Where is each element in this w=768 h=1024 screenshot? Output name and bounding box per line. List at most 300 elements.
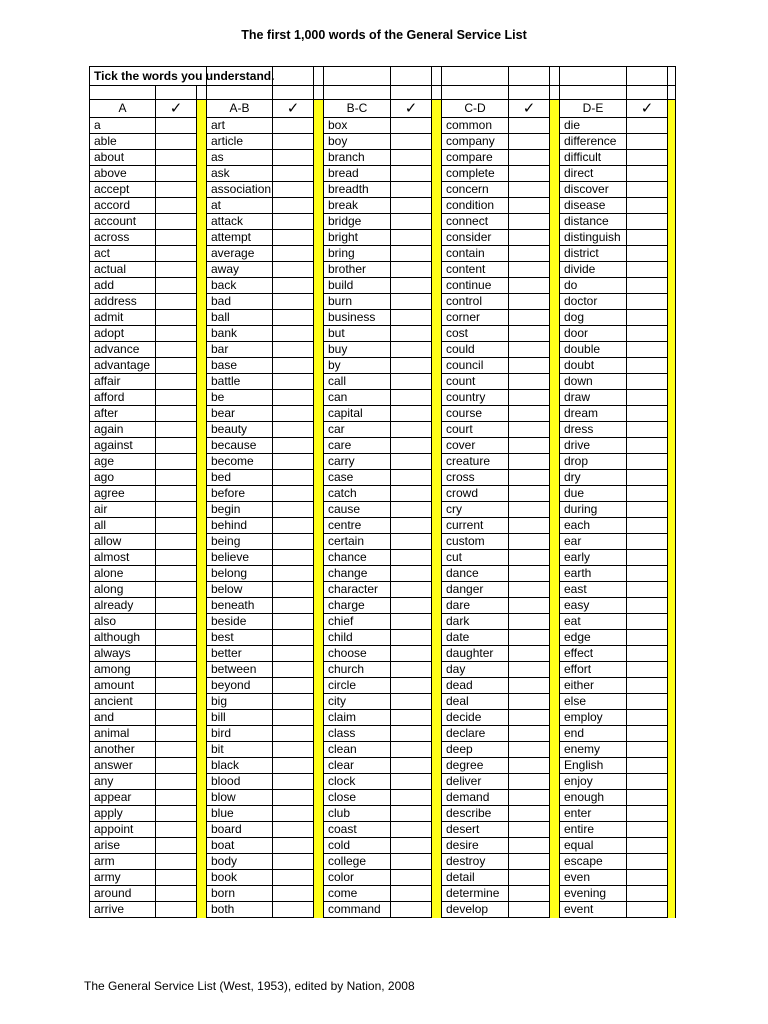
tick-box[interactable] xyxy=(627,502,668,518)
tick-box[interactable] xyxy=(509,806,550,822)
tick-box[interactable] xyxy=(627,886,668,902)
tick-box[interactable] xyxy=(627,406,668,422)
tick-box[interactable] xyxy=(391,630,432,646)
tick-box[interactable] xyxy=(273,214,314,230)
tick-box[interactable] xyxy=(627,486,668,502)
tick-box[interactable] xyxy=(391,550,432,566)
tick-box[interactable] xyxy=(273,182,314,198)
tick-box[interactable] xyxy=(156,902,197,918)
tick-box[interactable] xyxy=(156,470,197,486)
tick-box[interactable] xyxy=(156,326,197,342)
tick-box[interactable] xyxy=(156,886,197,902)
tick-box[interactable] xyxy=(273,678,314,694)
tick-box[interactable] xyxy=(509,902,550,918)
tick-box[interactable] xyxy=(273,310,314,326)
table-row xyxy=(90,150,676,166)
word-cell: dance xyxy=(442,566,509,582)
tick-box[interactable] xyxy=(627,806,668,822)
tick-box[interactable] xyxy=(391,166,432,182)
highlight-separator xyxy=(668,182,676,198)
table-row xyxy=(90,822,676,838)
highlight-separator xyxy=(550,822,560,838)
tick-box[interactable] xyxy=(156,566,197,582)
highlight-separator xyxy=(432,630,442,646)
tick-box[interactable] xyxy=(509,214,550,230)
highlight-separator xyxy=(432,246,442,262)
tick-box[interactable] xyxy=(391,886,432,902)
tick-box[interactable] xyxy=(391,262,432,278)
highlight-separator xyxy=(668,214,676,230)
tick-box[interactable] xyxy=(156,502,197,518)
tick-box[interactable] xyxy=(509,118,550,134)
tick-box[interactable] xyxy=(273,790,314,806)
highlight-separator xyxy=(432,342,442,358)
tick-box[interactable] xyxy=(509,134,550,150)
tick-box[interactable] xyxy=(273,534,314,550)
tick-box[interactable] xyxy=(273,278,314,294)
word-cell: destroy xyxy=(442,854,509,870)
tick-box[interactable] xyxy=(509,390,550,406)
tick-box[interactable] xyxy=(273,598,314,614)
tick-box[interactable] xyxy=(627,134,668,150)
tick-box[interactable] xyxy=(509,598,550,614)
tick-box[interactable] xyxy=(509,182,550,198)
tick-box[interactable] xyxy=(391,678,432,694)
tick-box[interactable] xyxy=(509,662,550,678)
tick-box[interactable] xyxy=(391,710,432,726)
tick-box[interactable] xyxy=(156,806,197,822)
tick-box[interactable] xyxy=(391,422,432,438)
tick-box[interactable] xyxy=(156,758,197,774)
highlight-separator xyxy=(668,326,676,342)
tick-box[interactable] xyxy=(627,902,668,918)
tick-box[interactable] xyxy=(627,246,668,262)
tick-box[interactable] xyxy=(627,598,668,614)
tick-box[interactable] xyxy=(156,262,197,278)
tick-box[interactable] xyxy=(627,678,668,694)
tick-box[interactable] xyxy=(627,214,668,230)
tick-box[interactable] xyxy=(156,198,197,214)
tick-box[interactable] xyxy=(509,422,550,438)
tick-box[interactable] xyxy=(156,486,197,502)
tick-box[interactable] xyxy=(509,582,550,598)
tick-box[interactable] xyxy=(273,486,314,502)
tick-box[interactable] xyxy=(627,438,668,454)
word-cell: close xyxy=(324,790,391,806)
tick-box[interactable] xyxy=(509,758,550,774)
tick-box[interactable] xyxy=(273,582,314,598)
tick-box[interactable] xyxy=(627,518,668,534)
word-cell: buy xyxy=(324,342,391,358)
tick-box[interactable] xyxy=(627,742,668,758)
word-cell: end xyxy=(560,726,627,742)
word-cell: admit xyxy=(90,310,156,326)
tick-box[interactable] xyxy=(273,806,314,822)
tick-box[interactable] xyxy=(156,790,197,806)
highlight-separator xyxy=(197,166,207,182)
tick-box[interactable] xyxy=(391,342,432,358)
tick-box[interactable] xyxy=(391,246,432,262)
tick-box[interactable] xyxy=(273,246,314,262)
tick-box[interactable] xyxy=(273,838,314,854)
tick-box[interactable] xyxy=(156,310,197,326)
tick-box[interactable] xyxy=(509,166,550,182)
tick-box[interactable] xyxy=(273,390,314,406)
tick-box[interactable] xyxy=(156,534,197,550)
tick-box[interactable] xyxy=(273,502,314,518)
tick-box[interactable] xyxy=(509,774,550,790)
tick-box[interactable] xyxy=(509,710,550,726)
word-cell: care xyxy=(324,438,391,454)
word-cell: do xyxy=(560,278,627,294)
tick-box[interactable] xyxy=(273,694,314,710)
tick-box[interactable] xyxy=(273,646,314,662)
tick-box[interactable] xyxy=(156,646,197,662)
tick-box[interactable] xyxy=(156,854,197,870)
empty-cell xyxy=(560,67,627,86)
tick-box[interactable] xyxy=(627,374,668,390)
tick-box[interactable] xyxy=(273,358,314,374)
tick-box[interactable] xyxy=(391,454,432,470)
tick-box[interactable] xyxy=(509,854,550,870)
tick-box[interactable] xyxy=(391,598,432,614)
tick-box[interactable] xyxy=(509,694,550,710)
tick-box[interactable] xyxy=(509,262,550,278)
tick-box[interactable] xyxy=(273,726,314,742)
word-cell: blue xyxy=(207,806,273,822)
tick-box[interactable] xyxy=(273,230,314,246)
tick-box[interactable] xyxy=(627,582,668,598)
tick-box[interactable] xyxy=(156,294,197,310)
tick-box[interactable] xyxy=(156,246,197,262)
tick-box[interactable] xyxy=(273,774,314,790)
tick-box[interactable] xyxy=(273,886,314,902)
word-cell: command xyxy=(324,902,391,918)
tick-box[interactable] xyxy=(509,742,550,758)
tick-box[interactable] xyxy=(273,870,314,886)
tick-box[interactable] xyxy=(391,214,432,230)
tick-box[interactable] xyxy=(509,838,550,854)
tick-box[interactable] xyxy=(509,246,550,262)
tick-box[interactable] xyxy=(391,566,432,582)
tick-box[interactable] xyxy=(627,454,668,470)
tick-box[interactable] xyxy=(156,838,197,854)
word-cell: deep xyxy=(442,742,509,758)
tick-box[interactable] xyxy=(509,310,550,326)
tick-box[interactable] xyxy=(627,646,668,662)
word-cell: college xyxy=(324,854,391,870)
tick-box[interactable] xyxy=(273,326,314,342)
tick-box[interactable] xyxy=(273,902,314,918)
highlight-separator xyxy=(197,422,207,438)
highlight-separator xyxy=(550,246,560,262)
empty-cell xyxy=(509,86,550,100)
tick-box[interactable] xyxy=(627,198,668,214)
tick-box[interactable] xyxy=(273,262,314,278)
tick-box[interactable] xyxy=(509,790,550,806)
tick-box[interactable] xyxy=(156,678,197,694)
tick-box[interactable] xyxy=(509,646,550,662)
tick-box[interactable] xyxy=(509,294,550,310)
tick-box[interactable] xyxy=(156,214,197,230)
tick-box[interactable] xyxy=(156,726,197,742)
tick-box[interactable] xyxy=(273,614,314,630)
tick-box[interactable] xyxy=(627,870,668,886)
tick-box[interactable] xyxy=(509,678,550,694)
tick-box[interactable] xyxy=(273,566,314,582)
word-cell: adopt xyxy=(90,326,156,342)
tick-box[interactable] xyxy=(627,630,668,646)
tick-box[interactable] xyxy=(273,822,314,838)
tick-box[interactable] xyxy=(627,614,668,630)
tick-box[interactable] xyxy=(391,310,432,326)
tick-box[interactable] xyxy=(627,150,668,166)
tick-box[interactable] xyxy=(156,374,197,390)
highlight-separator xyxy=(197,662,207,678)
word-cell: amount xyxy=(90,678,156,694)
word-cell: black xyxy=(207,758,273,774)
word-cell: arise xyxy=(90,838,156,854)
tick-box[interactable] xyxy=(156,582,197,598)
tick-box[interactable] xyxy=(156,630,197,646)
tick-box[interactable] xyxy=(391,198,432,214)
tick-box[interactable] xyxy=(391,534,432,550)
tick-box[interactable] xyxy=(627,262,668,278)
tick-box[interactable] xyxy=(391,646,432,662)
tick-box[interactable] xyxy=(627,838,668,854)
tick-box[interactable] xyxy=(509,870,550,886)
tick-box[interactable] xyxy=(391,614,432,630)
tick-box[interactable] xyxy=(627,358,668,374)
tick-box[interactable] xyxy=(509,470,550,486)
tick-box[interactable] xyxy=(273,758,314,774)
tick-box[interactable] xyxy=(627,534,668,550)
tick-box[interactable] xyxy=(509,358,550,374)
tick-box[interactable] xyxy=(391,726,432,742)
tick-box[interactable] xyxy=(627,310,668,326)
tick-box[interactable] xyxy=(627,550,668,566)
word-cell: each xyxy=(560,518,627,534)
tick-box[interactable] xyxy=(509,630,550,646)
tick-box[interactable] xyxy=(509,486,550,502)
tick-box[interactable] xyxy=(509,518,550,534)
tick-box[interactable] xyxy=(391,406,432,422)
tick-box[interactable] xyxy=(156,358,197,374)
tick-box[interactable] xyxy=(156,390,197,406)
tick-box[interactable] xyxy=(156,134,197,150)
tick-box[interactable] xyxy=(156,406,197,422)
tick-box[interactable] xyxy=(509,566,550,582)
instruction-row xyxy=(90,67,676,86)
tick-box[interactable] xyxy=(627,294,668,310)
tick-box[interactable] xyxy=(627,694,668,710)
tick-box[interactable] xyxy=(273,406,314,422)
tick-box[interactable] xyxy=(391,806,432,822)
tick-box[interactable] xyxy=(509,726,550,742)
tick-box[interactable] xyxy=(156,342,197,358)
tick-box[interactable] xyxy=(391,470,432,486)
tick-box[interactable] xyxy=(627,726,668,742)
tick-box[interactable] xyxy=(627,758,668,774)
tick-box[interactable] xyxy=(273,134,314,150)
tick-box[interactable] xyxy=(509,342,550,358)
tick-box[interactable] xyxy=(391,582,432,598)
tick-box[interactable] xyxy=(273,854,314,870)
tick-box[interactable] xyxy=(156,742,197,758)
tick-box[interactable] xyxy=(273,742,314,758)
word-cell: ago xyxy=(90,470,156,486)
tick-box[interactable] xyxy=(273,518,314,534)
word-cell: daughter xyxy=(442,646,509,662)
tick-box[interactable] xyxy=(156,870,197,886)
highlight-separator xyxy=(314,326,324,342)
tick-box[interactable] xyxy=(627,326,668,342)
tick-box[interactable] xyxy=(509,374,550,390)
table-row xyxy=(90,806,676,822)
tick-box[interactable] xyxy=(627,662,668,678)
tick-box[interactable] xyxy=(509,438,550,454)
tick-box[interactable] xyxy=(156,598,197,614)
tick-box[interactable] xyxy=(627,774,668,790)
tick-box[interactable] xyxy=(273,422,314,438)
tick-box[interactable] xyxy=(391,790,432,806)
tick-box[interactable] xyxy=(627,342,668,358)
tick-box[interactable] xyxy=(273,630,314,646)
highlight-separator xyxy=(314,598,324,614)
tick-box[interactable] xyxy=(156,118,197,134)
tick-box[interactable] xyxy=(156,422,197,438)
tick-box[interactable] xyxy=(391,294,432,310)
tick-box[interactable] xyxy=(391,486,432,502)
word-cell: account xyxy=(90,214,156,230)
tick-box[interactable] xyxy=(627,118,668,134)
tick-box[interactable] xyxy=(509,198,550,214)
tick-box[interactable] xyxy=(627,390,668,406)
tick-box[interactable] xyxy=(391,902,432,918)
tick-box[interactable] xyxy=(391,278,432,294)
tick-box[interactable] xyxy=(273,198,314,214)
tick-box[interactable] xyxy=(391,854,432,870)
tick-box[interactable] xyxy=(627,822,668,838)
tick-box[interactable] xyxy=(391,742,432,758)
tick-box[interactable] xyxy=(627,790,668,806)
tick-box[interactable] xyxy=(509,614,550,630)
highlight-separator xyxy=(314,694,324,710)
tick-box[interactable] xyxy=(509,550,550,566)
tick-box[interactable] xyxy=(273,150,314,166)
tick-box[interactable] xyxy=(627,566,668,582)
tick-box[interactable] xyxy=(273,118,314,134)
tick-box[interactable] xyxy=(509,406,550,422)
tick-box[interactable] xyxy=(156,438,197,454)
tick-box[interactable] xyxy=(156,278,197,294)
tick-box[interactable] xyxy=(509,150,550,166)
tick-box[interactable] xyxy=(627,182,668,198)
tick-box[interactable] xyxy=(156,550,197,566)
tick-box[interactable] xyxy=(156,518,197,534)
tick-box[interactable] xyxy=(156,230,197,246)
word-cell: cover xyxy=(442,438,509,454)
tick-box[interactable] xyxy=(509,278,550,294)
tick-box[interactable] xyxy=(391,502,432,518)
word-cell: business xyxy=(324,310,391,326)
tick-box[interactable] xyxy=(156,822,197,838)
tick-box[interactable] xyxy=(391,518,432,534)
tick-box[interactable] xyxy=(627,230,668,246)
tick-box[interactable] xyxy=(627,278,668,294)
tick-box[interactable] xyxy=(391,358,432,374)
table-row xyxy=(90,390,676,406)
tick-box[interactable] xyxy=(391,326,432,342)
tick-box[interactable] xyxy=(627,422,668,438)
tick-box[interactable] xyxy=(156,182,197,198)
tick-box[interactable] xyxy=(156,662,197,678)
tick-box[interactable] xyxy=(391,662,432,678)
tick-box[interactable] xyxy=(509,230,550,246)
tick-box[interactable] xyxy=(509,502,550,518)
tick-box[interactable] xyxy=(391,118,432,134)
tick-box[interactable] xyxy=(627,854,668,870)
tick-box[interactable] xyxy=(273,470,314,486)
tick-box[interactable] xyxy=(627,470,668,486)
tick-box[interactable] xyxy=(156,774,197,790)
tick-box[interactable] xyxy=(156,166,197,182)
tick-box[interactable] xyxy=(273,550,314,566)
tick-box[interactable] xyxy=(391,150,432,166)
tick-box[interactable] xyxy=(156,614,197,630)
tick-box[interactable] xyxy=(391,230,432,246)
tick-box[interactable] xyxy=(273,166,314,182)
tick-box[interactable] xyxy=(391,822,432,838)
tick-box[interactable] xyxy=(156,710,197,726)
tick-box[interactable] xyxy=(391,694,432,710)
tick-box[interactable] xyxy=(391,182,432,198)
tick-box[interactable] xyxy=(156,694,197,710)
tick-box[interactable] xyxy=(273,374,314,390)
highlight-separator xyxy=(432,854,442,870)
highlight-separator xyxy=(432,390,442,406)
tick-box[interactable] xyxy=(273,454,314,470)
highlight-separator xyxy=(550,310,560,326)
tick-box[interactable] xyxy=(273,294,314,310)
word-cell: count xyxy=(442,374,509,390)
tick-box[interactable] xyxy=(391,838,432,854)
tick-box[interactable] xyxy=(509,534,550,550)
tick-box[interactable] xyxy=(273,342,314,358)
tick-box[interactable] xyxy=(509,822,550,838)
tick-box[interactable] xyxy=(509,326,550,342)
tick-box[interactable] xyxy=(156,454,197,470)
tick-box[interactable] xyxy=(391,134,432,150)
tick-box[interactable] xyxy=(391,870,432,886)
tick-box[interactable] xyxy=(391,374,432,390)
tick-box[interactable] xyxy=(391,758,432,774)
word-cell: chief xyxy=(324,614,391,630)
tick-box[interactable] xyxy=(391,438,432,454)
tick-box[interactable] xyxy=(627,166,668,182)
highlight-separator xyxy=(432,118,442,134)
tick-box[interactable] xyxy=(391,390,432,406)
highlight-separator xyxy=(314,518,324,534)
tick-box[interactable] xyxy=(391,774,432,790)
tick-box[interactable] xyxy=(627,710,668,726)
tick-box[interactable] xyxy=(273,710,314,726)
tick-box[interactable] xyxy=(273,662,314,678)
tick-box[interactable] xyxy=(509,886,550,902)
tick-box[interactable] xyxy=(156,150,197,166)
tick-box[interactable] xyxy=(509,454,550,470)
tick-box[interactable] xyxy=(273,438,314,454)
